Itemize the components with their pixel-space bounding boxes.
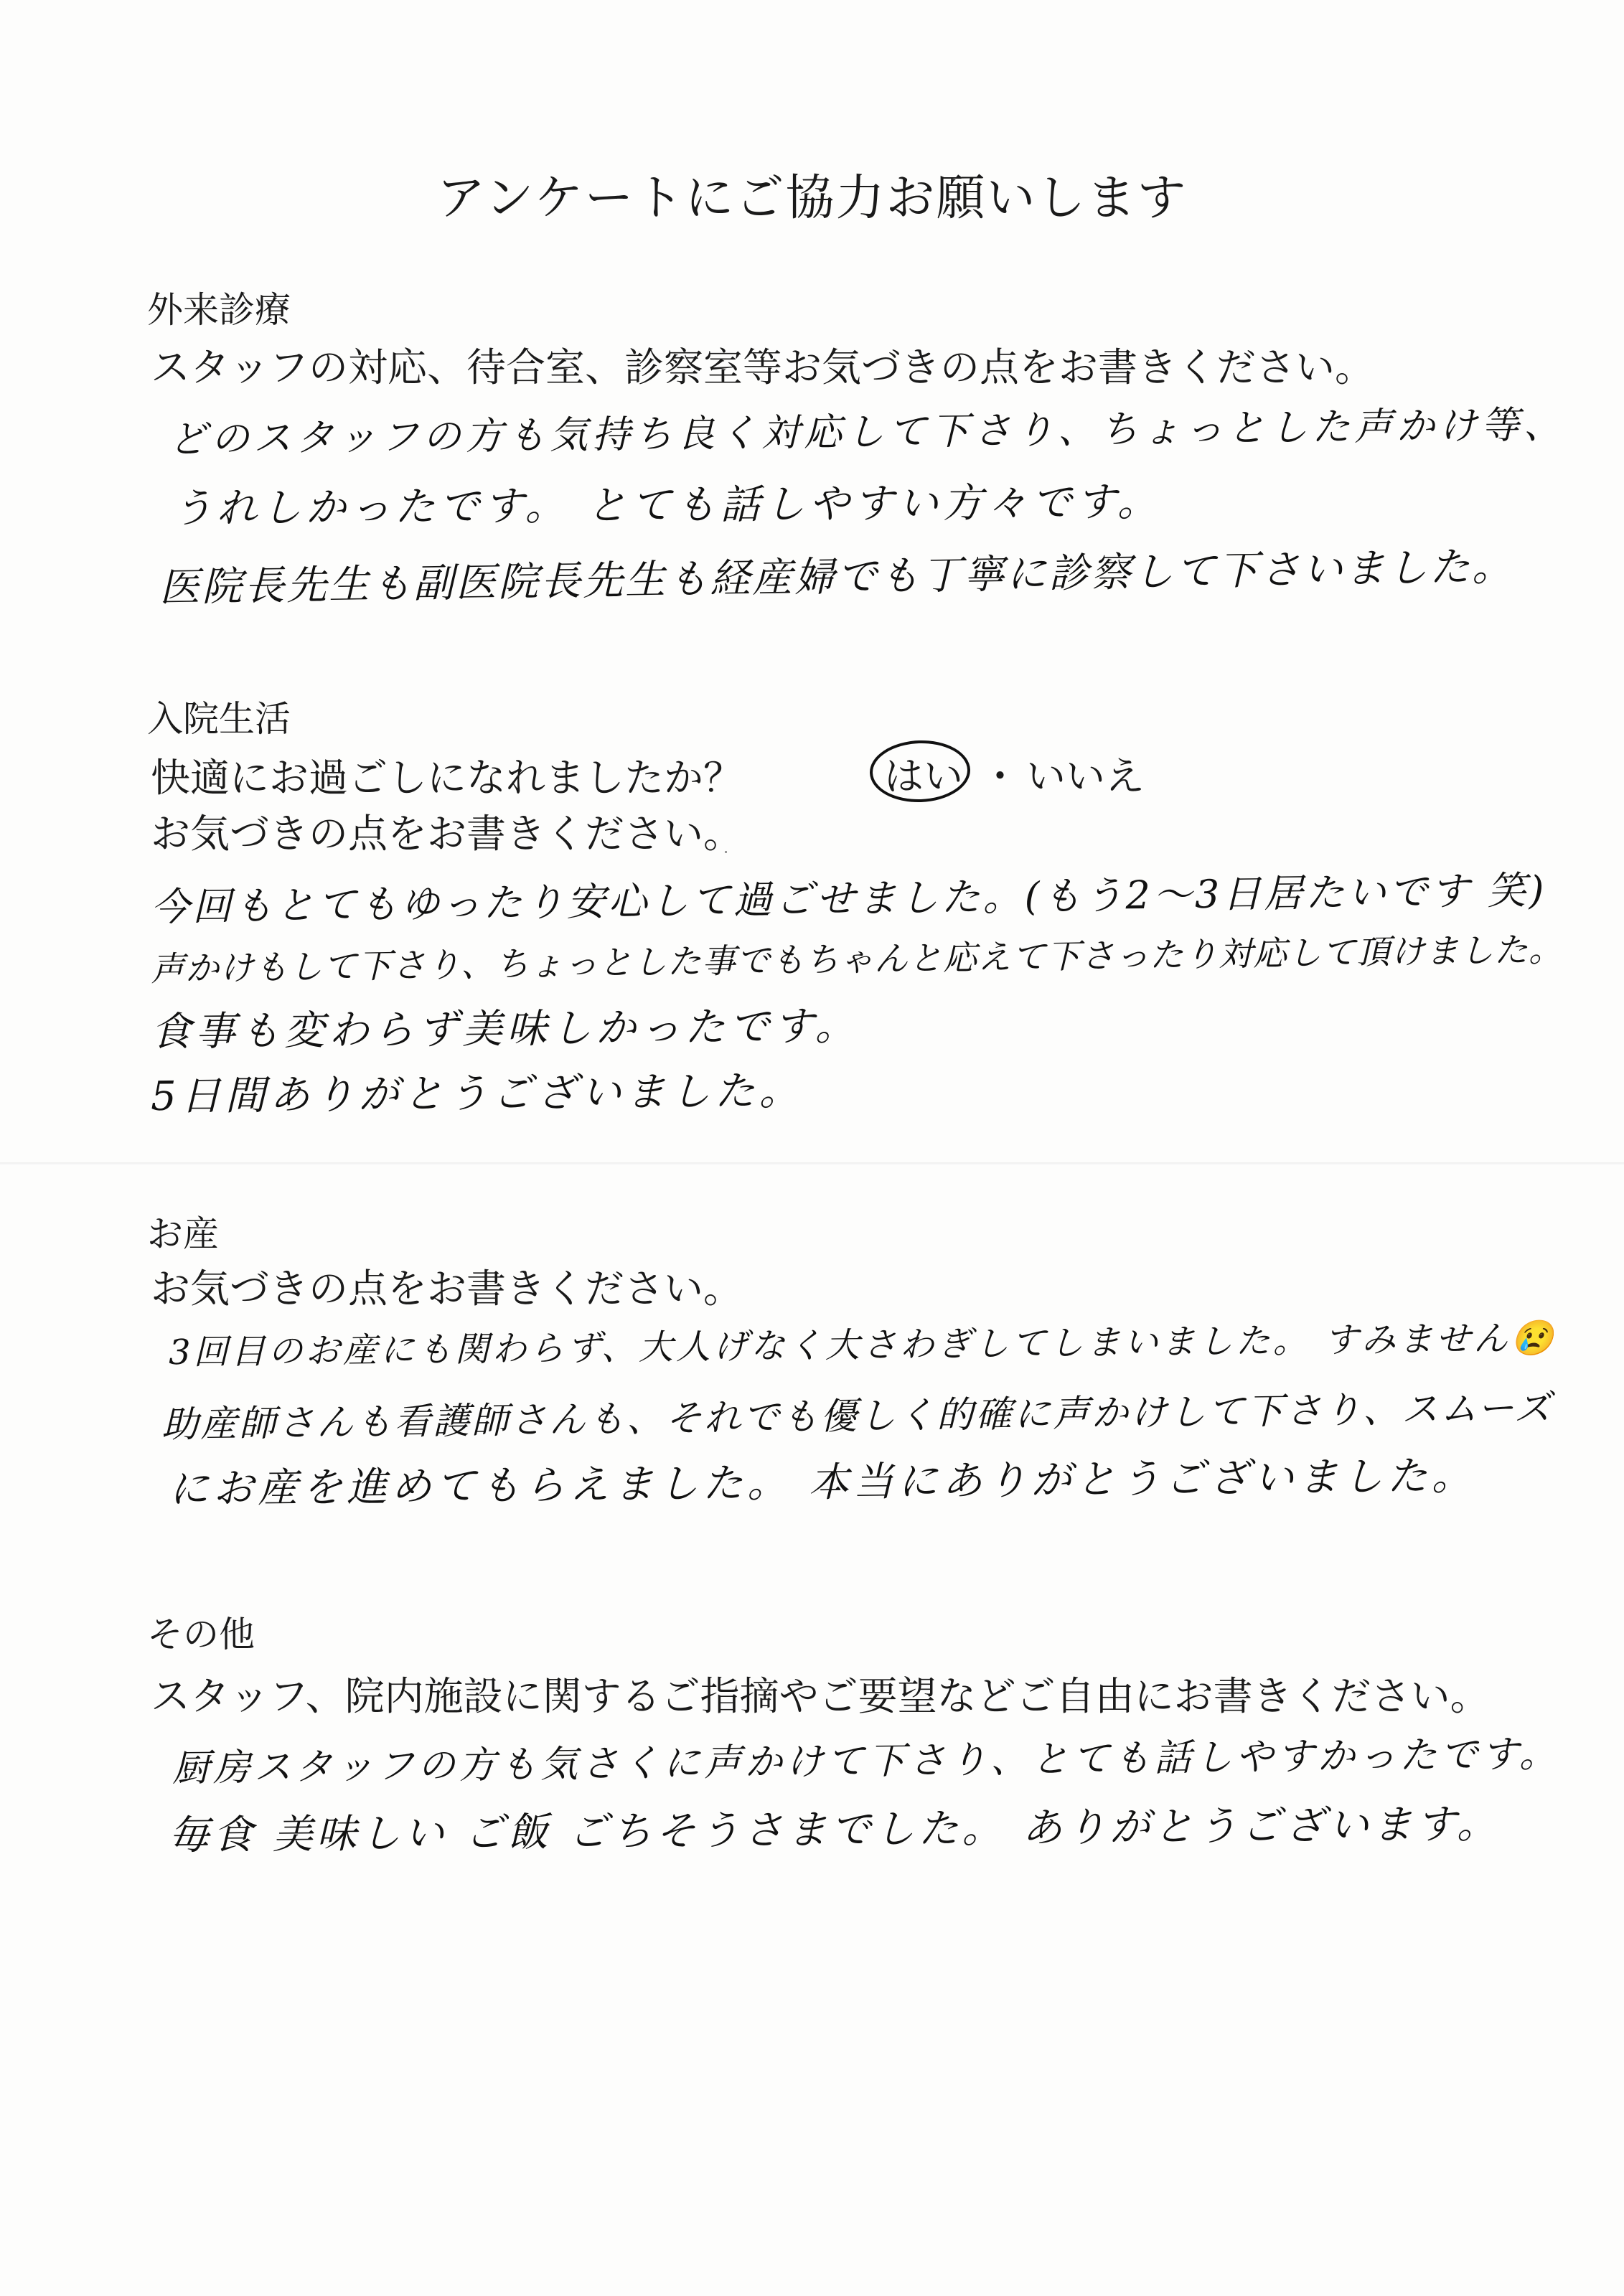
delivery-heading: お産 (147, 1213, 219, 1255)
hospital-life-answer-line-2: 声かけもして下さり、ちょっとした事でもちゃんと応えて下さったり対応して頂けました。 (150, 930, 1564, 989)
hospital-life-prompt: お気づきの点をお書きください。 (151, 811, 743, 857)
hospital-life-answer-line-4: 5日間ありがとうございました。 (150, 1068, 804, 1120)
outpatient-prompt: スタッフの対応、待合室、診察室等お気づきの点をお書きください。 (151, 344, 1375, 390)
delivery-answer-line-2: 助産師さんも看護師さんも、それでも優しく的確に声かけして下さり、スムーズ (161, 1387, 1554, 1446)
option-no: いいえ (1026, 753, 1145, 799)
other-answer-line-1: 厨房スタッフの方も気さくに声かけて下さり、とても話しやすかったです。 (172, 1732, 1561, 1791)
outpatient-answer-line-2: うれしかったです。 とても話しやすい方々です。 (172, 479, 1163, 532)
other-prompt: スタッフ、院内施設に関するご指摘やご要望などご自由にお書きください。 (151, 1673, 1490, 1719)
outpatient-answer-line-1: どのスタッフの方も気持ち良く対応して下さり、ちょっとした声かけ等、 (168, 403, 1567, 462)
delivery-prompt: お気づきの点をお書きください。 (151, 1266, 743, 1312)
option-yes: はい (884, 753, 964, 799)
delivery-answer-line-3: にお産を進めてもらえました。 本当にありがとうございました。 (168, 1452, 1477, 1513)
survey-title: アンケートにご協力お願いします (436, 170, 1188, 227)
delivery-answer-line-1: 3回目のお産にも関わらず、大人げなく大さわぎしてしまいました。 すみません😢 (168, 1317, 1557, 1373)
hospital-life-answer-line-1: 今回もとてもゆったり安心して過ごせました。(もう2〜3日居たいです 笑) (150, 867, 1547, 930)
outpatient-answer-line-3: 医院長先生も副医院長先生も経産婦でも丁寧に診察して下さいました。 (159, 543, 1515, 611)
comfort-question: 快適にお過ごしになれましたか？ (151, 755, 743, 801)
hospital-life-answer-line-3: 食事も変わらず美味しかったです。 (150, 1002, 860, 1056)
other-answer-line-2: 毎食 美味しい ご飯 ごちそうさまでした。 ありがとうございます。 (168, 1800, 1501, 1860)
hospital-life-heading: 入院生活 (147, 698, 291, 740)
other-heading: その他 (147, 1614, 255, 1655)
option-separator: ・ (980, 753, 1020, 799)
outpatient-heading: 外来診療 (147, 289, 291, 331)
paper-fold-line (0, 1162, 1624, 1165)
